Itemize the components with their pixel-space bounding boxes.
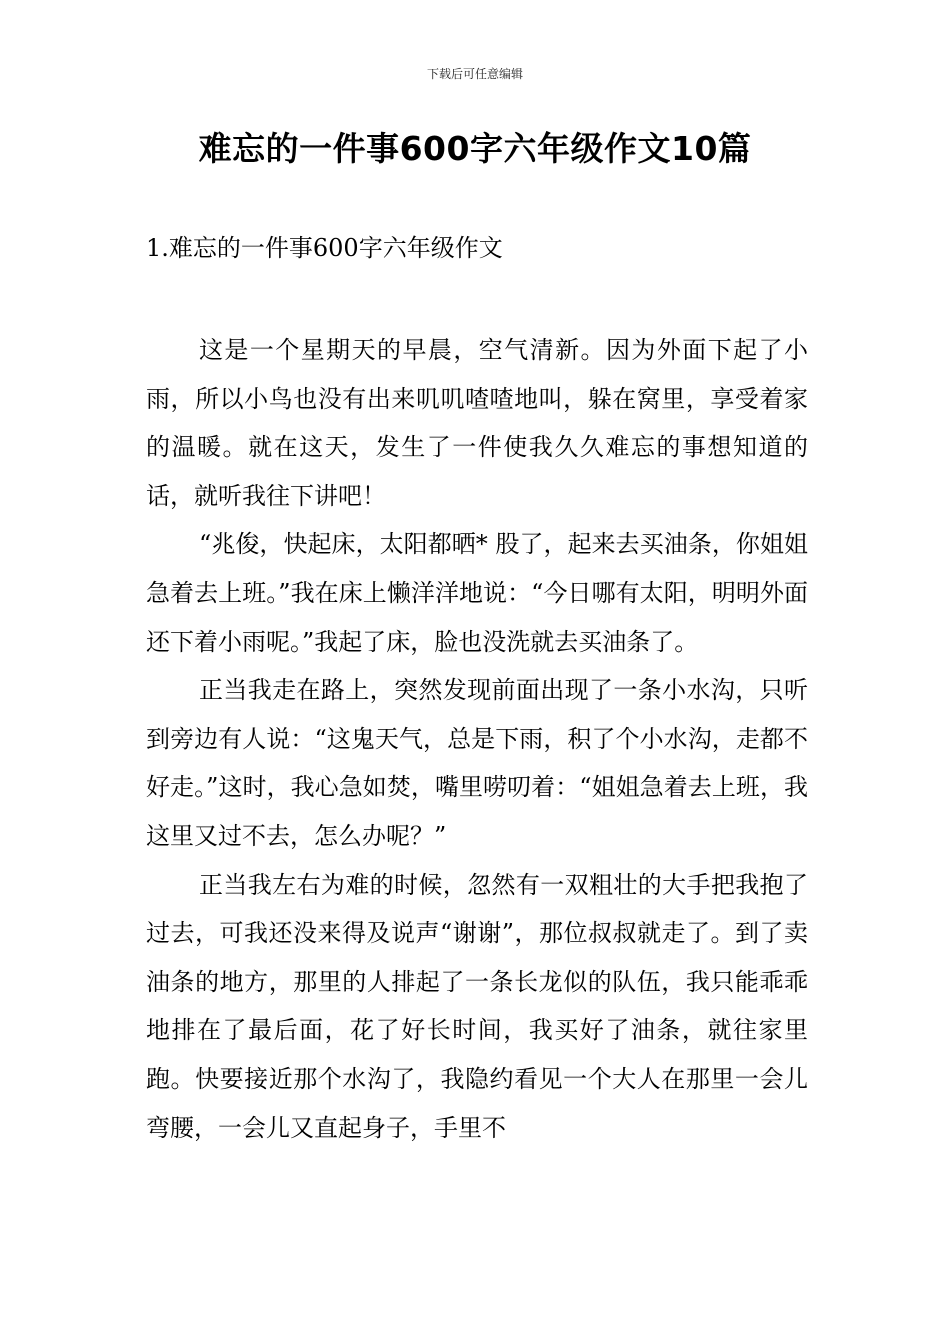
paragraph: 这是一个星期天的早晨，空气清新。因为外面下起了小雨，所以小鸟也没有出来叽叽喳喳地叫，躲在窝里，享受着家的温暖。就在这天，发生了一件使我久久难忘的事想知道的话，就听我往下讲吧！ [146,336,808,510]
document-title: 难忘的一件事600字六年级作文10篇 [198,129,752,168]
paragraph: 正当我左右为难的时候，忽然有一双粗壮的大手把我抱了过去，可我还没来得及说声“谢谢”，那位叔叔就走了。到了卖油条的地方，那里的人排起了一条长龙似的队伍，我只能乖乖地排在了最后面，花了好长时间，我买好了油条，就往家里跑。快要接近那个水沟了，我隐约看见一个大人在那里一会儿弯腰，一会儿又直起身子，手里不 [146,870,808,1142]
paragraph: 正当我走在路上，突然发现前面出现了一条小水沟，只听到旁边有人说：“这鬼天气，总是下雨，积了个小水沟，走都不好走。”这时，我心急如焚，嘴里唠叨着：“姐姐急着去上班，我这里又过不去，怎么办呢？” [146,676,808,850]
section-heading: 1.难忘的一件事600字六年级作文 [146,234,503,262]
header-note: 下载后可任意编辑 [426,67,523,81]
paragraph: “兆俊，快起床，太阳都晒* 股了，起来去买油条，你姐姐急着去上班。”我在床上懒洋洋地说：“今日哪有太阳，明明外面还下着小雨呢。”我起了床，脸也没洗就去买油条了。 [146,530,808,656]
document-body [146,326,808,1152]
